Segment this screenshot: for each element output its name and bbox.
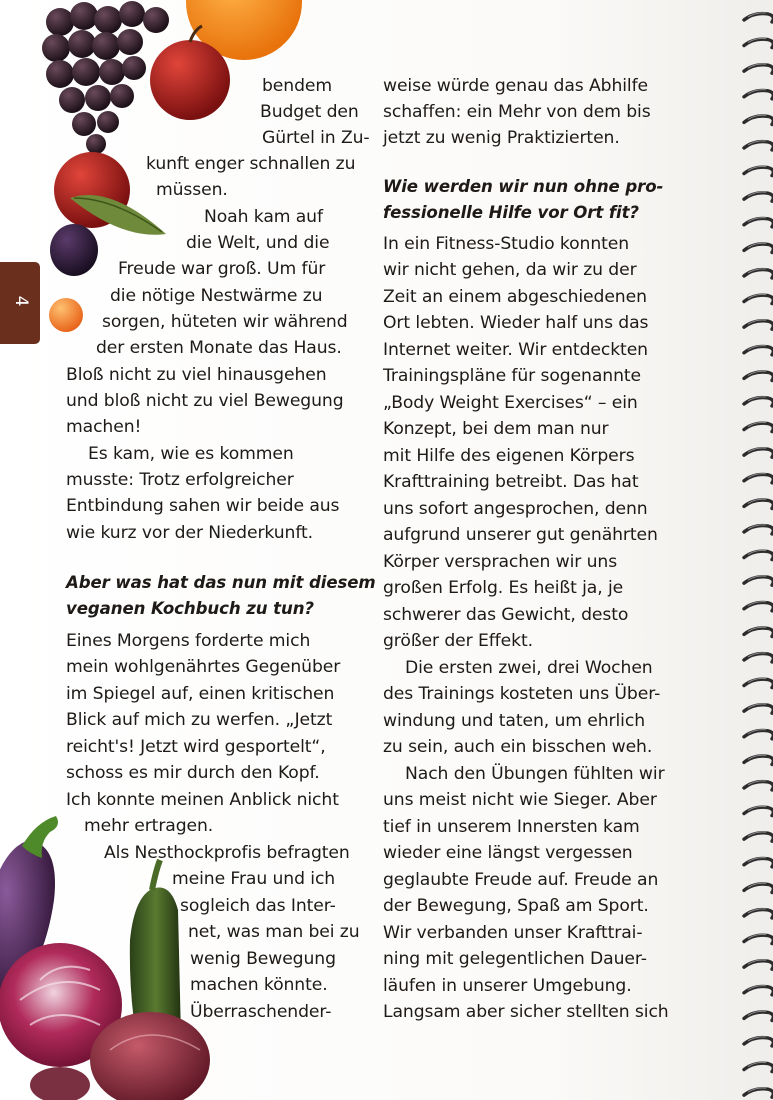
- text-line: Wir verbanden unser Krafttrai-: [383, 923, 643, 943]
- binding-coil: [744, 423, 773, 431]
- text-line: Körper versprachen wir uns: [383, 552, 618, 572]
- text-line: Die ersten zwei, drei Wochen: [405, 658, 653, 678]
- binding-coil: [744, 577, 773, 585]
- text-line: musste: Trotz erfolgreicher: [66, 470, 294, 490]
- text-line: schoss es mir durch den Kopf.: [66, 763, 320, 783]
- text-line: ning mit gelegentlichen Dauer-: [383, 949, 647, 969]
- binding-coil: [744, 218, 773, 226]
- binding-coil: [744, 1063, 773, 1071]
- text-line: Krafttraining betreibt. Das hat: [383, 472, 639, 492]
- binding-coil: [744, 833, 773, 841]
- section-heading: Aber was hat das nun mit diesem: [66, 573, 376, 592]
- text-line: reicht's! Jetzt wird gesportelt“,: [66, 737, 326, 757]
- binding-coil: [744, 961, 773, 969]
- text-line: machen könnte.: [190, 975, 328, 995]
- text-line: Freude war groß. Um für: [118, 259, 326, 279]
- text-line: aufgrund unserer gut genährten: [383, 525, 658, 545]
- text-line: windung und taten, um ehrlich: [383, 711, 645, 731]
- text-line: Ort lebten. Wieder half uns das: [383, 313, 649, 333]
- text-line: im Spiegel auf, einen kritischen: [66, 684, 335, 704]
- text-line: Nach den Übungen fühlten wir: [405, 764, 665, 784]
- text-line: müssen.: [156, 180, 228, 200]
- text-line: sogleich das Inter-: [180, 896, 336, 916]
- binding-coil: [744, 295, 773, 303]
- binding-coil: [744, 679, 773, 687]
- binding-coil: [744, 398, 773, 406]
- text-line: Noah kam auf: [204, 207, 323, 227]
- binding-coil: [744, 1012, 773, 1020]
- binding-coil: [744, 782, 773, 790]
- binding-coil: [744, 39, 773, 47]
- text-line: mein wohlgenährtes Gegenüber: [66, 657, 341, 677]
- binding-coil: [744, 90, 773, 98]
- section-heading: veganen Kochbuch zu tun?: [66, 599, 314, 618]
- binding-coil: [744, 1089, 773, 1097]
- text-line: und bloß nicht zu viel Bewegung: [66, 391, 344, 411]
- text-line: Trainingspläne für sogenannte: [383, 366, 641, 386]
- text-line: Zeit an einem abgeschiedenen: [383, 287, 647, 307]
- text-line: des Trainings kosteten uns Über-: [383, 684, 661, 704]
- text-line: Konzept, bei dem man nur: [383, 419, 609, 439]
- text-line: Bloß nicht zu viel hinausgehen: [66, 365, 327, 385]
- text-line: meine Frau und ich: [172, 869, 336, 889]
- binding-coil: [744, 193, 773, 201]
- text-line: Blick auf mich zu werfen. „Jetzt: [66, 710, 333, 730]
- binding-coil: [744, 986, 773, 994]
- binding-coil: [744, 321, 773, 329]
- text-line: kunft enger schnallen zu: [146, 154, 356, 174]
- binding-coil: [744, 167, 773, 175]
- text-line: bendem: [262, 76, 333, 96]
- page-number-tab: [0, 262, 40, 344]
- text-line: In ein Fitness-Studio konnten: [383, 234, 630, 254]
- text-line: weise würde genau das Abhilfe: [383, 76, 649, 96]
- text-line: wenig Bewegung: [190, 949, 336, 969]
- binding-coil: [744, 730, 773, 738]
- binding-coil: [744, 705, 773, 713]
- text-line: wie kurz vor der Niederkunft.: [66, 523, 313, 543]
- binding-coil: [744, 142, 773, 150]
- text-line: uns meist nicht wie Sieger. Aber: [383, 790, 657, 810]
- text-line: der Bewegung, Spaß am Sport.: [383, 896, 649, 916]
- binding-coil: [744, 474, 773, 482]
- section-heading: fessionelle Hilfe vor Ort fit?: [383, 203, 639, 222]
- text-line: tief in unserem Innersten kam: [383, 817, 640, 837]
- binding-coil: [744, 551, 773, 559]
- text-line: Budget den: [260, 102, 359, 122]
- binding-coil: [744, 116, 773, 124]
- binding-coil: [744, 270, 773, 278]
- text-line: uns sofort angesprochen, denn: [383, 499, 648, 519]
- text-line: Eines Morgens forderte mich: [66, 631, 311, 651]
- binding-coil: [744, 449, 773, 457]
- text-line: Internet weiter. Wir entdeckten: [383, 340, 648, 360]
- text-line: mehr ertragen.: [84, 816, 214, 836]
- text-line: zu sein, auch ein bisschen weh.: [383, 737, 653, 757]
- text-line: großen Erfolg. Es heißt ja, je: [383, 578, 624, 598]
- text-line: machen!: [66, 417, 142, 437]
- text-line: schwerer das Gewicht, desto: [383, 605, 629, 625]
- page-number: 4: [11, 295, 31, 307]
- text-line: größer der Effekt.: [383, 631, 533, 651]
- text-line: die Welt, und die: [186, 233, 330, 253]
- text-line: der ersten Monate das Haus.: [96, 338, 342, 358]
- text-line: Als Nesthockprofis befragten: [104, 843, 350, 863]
- binding-coil: [744, 910, 773, 918]
- text-line: Entbindung sahen wir beide aus: [66, 496, 340, 516]
- text-line: Überraschender-: [190, 1002, 332, 1022]
- binding-coil: [744, 526, 773, 534]
- binding-coil: [744, 807, 773, 815]
- text-line: die nötige Nestwärme zu: [110, 286, 323, 306]
- binding-coil: [744, 1038, 773, 1046]
- text-line: net, was man bei zu: [188, 922, 360, 942]
- text-line: sorgen, hüteten wir während: [102, 312, 348, 332]
- binding-coil: [744, 935, 773, 943]
- binding-coil: [744, 654, 773, 662]
- text-line: schaffen: ein Mehr von dem bis: [383, 102, 651, 122]
- section-heading: Wie werden wir nun ohne pro-: [383, 177, 664, 196]
- spiral-binding: [738, 0, 773, 1100]
- text-line: Ich konnte meinen Anblick nicht: [66, 790, 339, 810]
- text-line: mit Hilfe des eigenen Körpers: [383, 446, 635, 466]
- text-line: läufen in unserer Umgebung.: [383, 976, 632, 996]
- text-line: Gürtel in Zu-: [262, 128, 370, 148]
- text-line: „Body Weight Exercises“ – ein: [383, 393, 638, 413]
- binding-coil: [744, 65, 773, 73]
- binding-coil: [744, 14, 773, 22]
- text-line: Langsam aber sicher stellten sich: [383, 1002, 669, 1022]
- binding-coil: [744, 372, 773, 380]
- binding-coil: [744, 602, 773, 610]
- text-line: wir nicht gehen, da wir zu der: [383, 260, 637, 280]
- text-line: jetzt zu wenig Praktizierten.: [383, 128, 620, 148]
- binding-coil: [744, 346, 773, 354]
- binding-coil: [744, 756, 773, 764]
- binding-coil: [744, 628, 773, 636]
- text-line: geglaubte Freude auf. Freude an: [383, 870, 659, 890]
- binding-coil: [744, 244, 773, 252]
- text-line: Es kam, wie es kommen: [88, 444, 294, 464]
- text-line: wieder eine längst vergessen: [383, 843, 633, 863]
- binding-coil: [744, 858, 773, 866]
- binding-coil: [744, 500, 773, 508]
- binding-coil: [744, 884, 773, 892]
